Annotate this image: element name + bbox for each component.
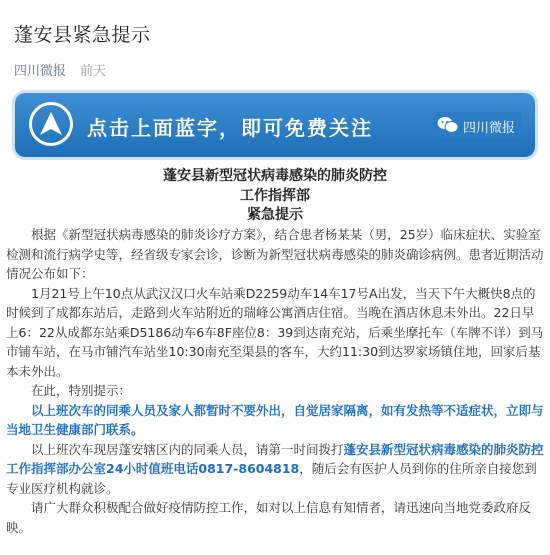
wechat-account-badge xyxy=(433,112,521,138)
article-title: 蓬安县紧急提示 xyxy=(14,24,151,46)
article-body xyxy=(6,225,546,537)
account-link[interactable]: 四川微报 xyxy=(14,64,67,79)
hotline-number[interactable]: 蓬安县新型冠状病毒感染的肺炎防控工作指挥部办公室24小时值班电话0817-8604818 xyxy=(6,441,544,476)
paragraph-diagnosis: 根据《新型冠状病毒感染的肺炎诊疗方案》，结合患者杨某某（男，25岁）临床症状、实验室检测和流行病学史等，经省级专家会诊，诊断为新型冠状病毒感染的肺炎确诊病例。患者近期活动情况公布如下： xyxy=(6,227,544,281)
wechat-account-name: 四川微报 xyxy=(463,121,516,136)
notice-heading-line2: 工作指挥部 xyxy=(240,188,310,204)
navigation-arrow-icon xyxy=(29,102,73,146)
notice-heading-line1: 蓬安县新型冠状病毒感染的肺炎防控 xyxy=(163,168,387,184)
paragraph-special-notice: 在此，特别提示： xyxy=(31,383,132,398)
hotline-followup: ，随后会有医护人员到你的住所亲自接您到专业医疗机构就诊。 xyxy=(6,461,537,496)
paragraph-isolation-warning: 以上班次车的同乘人员及家人都暂时不要外出，自觉居家隔离，如有发热等不适症状，立即与当地卫生健康部门联系。 xyxy=(6,402,544,437)
paragraph-appeal: 请广大群众积极配合做好疫情防控工作，如对以上信息有知情者，请迅速向当地党委政府反映。 xyxy=(6,500,532,535)
paragraph-hotline xyxy=(6,440,546,499)
article-meta xyxy=(14,60,106,79)
paragraph-itinerary: 1月21号上午10点从武汉汉口火车站乘D2259动车14车17号A出发，当天下午大概快8点的时候到了成都东站后，走路到火车站附近的瑞峰公寓酒店住宿。当晚在酒店休息未外出。22日早上6：22从成都东站乘D5186动车6车8F座位8：39到达南充站，后乘坐摩托车（车牌不详）到马市铺车站，在马市铺汽车站坐10:30南充至渠县的客车，大约11:30到达罗家场镇住地，回家后基本未外出。 xyxy=(6,285,544,379)
follow-banner[interactable] xyxy=(15,93,535,157)
follow-slogan: 点击上面蓝字，即可免费关注 xyxy=(87,116,373,140)
hotline-intro: 以上班次车现居蓬安辖区内的同乘人员，请第一时间拨打 xyxy=(31,441,344,457)
notice-heading-line3: 紧急提示 xyxy=(247,207,303,223)
publish-time: 前天 xyxy=(80,64,107,79)
wechat-icon xyxy=(437,116,459,134)
